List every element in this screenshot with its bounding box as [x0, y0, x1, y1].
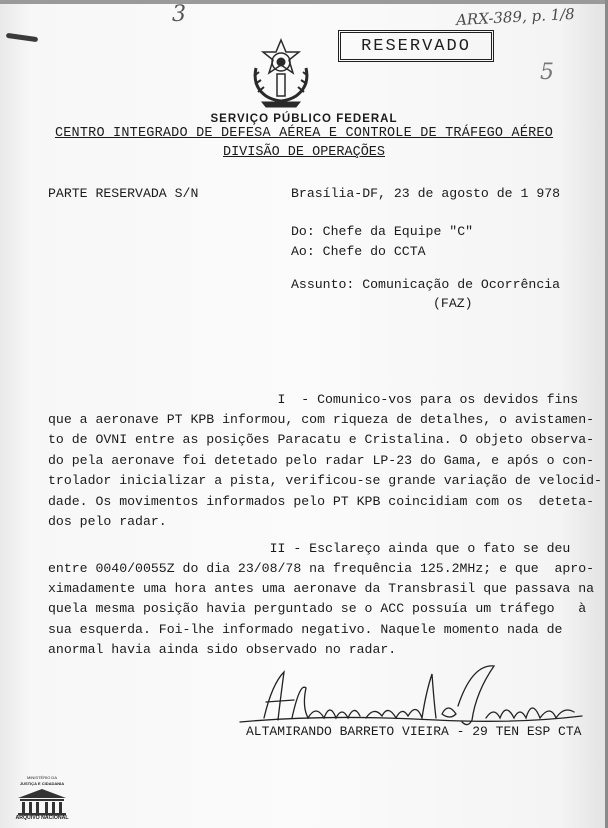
handwritten-page-number: 3	[172, 2, 186, 27]
coat-of-arms-icon	[250, 38, 312, 108]
ministry-line-2: JUSTIÇA E CIDADANIA	[19, 781, 65, 786]
body-line: anormal havia ainda sido observado no radar.	[48, 642, 397, 657]
division-header: DIVISÃO DE OPERAÇÕES	[222, 145, 386, 160]
body-line: que a aeronave PT KPB informou, com riqueza de detalhes, o avistamen-	[48, 412, 595, 427]
body-line: do pela aeronave foi detetado pelo radar LP-23 do Gama, e após o con-	[48, 453, 595, 468]
institution-header: CENTRO INTEGRADO DE DEFESA AÉREA E CONTROLE DE TRÁFEGO AÉREO	[54, 126, 554, 141]
body-line: ximadamente uma hora antes uma aeronave da Transbrasil que passava na	[48, 581, 595, 596]
classification-stamp: RESERVADO	[338, 30, 494, 62]
body-line: dade. Os movimentos informados pelo PT KPB coincidiam com os deteta-	[48, 494, 595, 509]
ministry-line-1: MINISTÉRIO DA	[26, 775, 57, 780]
body-line: I - Comunico-vos para os devidos fins	[48, 392, 579, 407]
body-line: quela mesma posição havia perguntado se o ACC possuía um tráfego à	[48, 601, 587, 616]
handwritten-folio-number: 5	[540, 60, 554, 85]
sender-line: Do: Chefe da Equipe "C"	[291, 224, 474, 239]
service-header: SERVIÇO PÚBLICO FEDERAL	[210, 113, 398, 125]
document-date: Brasília-DF, 23 de agosto de 1 978	[291, 186, 561, 201]
body-line: dos pelo radar.	[48, 514, 167, 529]
subject-line: Assunto: Comunicação de Ocorrência	[291, 277, 561, 292]
recipient-line: Ao: Chefe do CCTA	[291, 244, 426, 259]
signatory-name: ALTAMIRANDO BARRETO VIEIRA - 29 TEN ESP CTA	[246, 724, 582, 739]
body-line: entre 0040/0055Z do dia 23/08/78 na frequência 125.2MHz; e que apro-	[48, 561, 595, 576]
body-line: II - Esclareço ainda que o fato se deu	[48, 541, 571, 556]
hole-punch-mark	[6, 33, 38, 42]
scan-edge-top	[0, 0, 608, 4]
archive-name: ARQUIVO NACIONAL	[15, 815, 69, 821]
handwritten-archive-reference: ARX-389, p. 1/8	[455, 4, 576, 30]
document-reference: PARTE RESERVADA S/N	[48, 186, 199, 201]
body-line: to de OVNI entre as posições Paracatu e Cristalina. O objeto observa-	[48, 432, 595, 447]
body-line: trolador inicializar a pista, verificou-se grande variação de velocid-	[48, 473, 602, 488]
body-line: sua esquerda. Foi-lhe informado negativo. Naquele momento nada de	[48, 622, 563, 637]
subject-code: (FAZ)	[433, 296, 473, 311]
